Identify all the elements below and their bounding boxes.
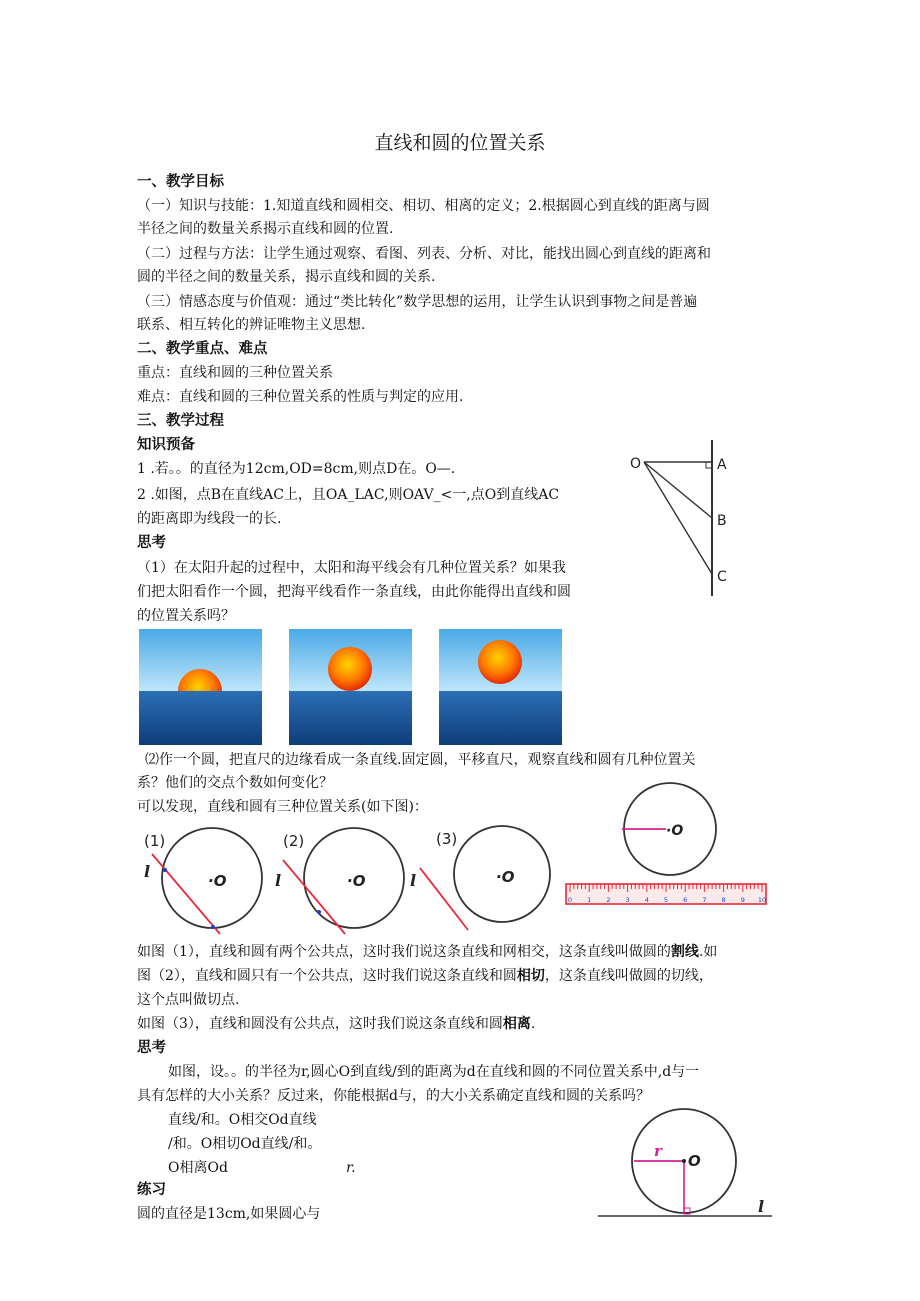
case-figure-2 [275,826,419,938]
section-heading-key-points: 二、教学重点、难点 [137,341,268,357]
objective-1-line-2: 半径之间的数量关系揭示直线和圆的位置. [137,221,394,237]
ruler-tick-label: 2 [606,896,611,904]
think-question-1-line-3: 的位置关系吗？ [137,608,235,624]
case-2-center-label: ·O [347,872,366,890]
case-2-number: (2) [283,832,305,850]
relation-intersect: 直线/和。O相交Od直线 [168,1112,317,1128]
subheading-practice: 练习 [137,1182,166,1198]
definition-separate: 如图（3），直线和圆没有公共点，这时我们说这条直线和圆相离. [137,1016,536,1032]
relation-tangent: /和。O相切Od直线/和。 [168,1136,322,1152]
objective-3-line-1: （三）情感态度与价值观：通过“类比转化”数学思想的运用，让学生认识到事物之间是普遍 [137,294,698,310]
objective-1-line-1: （一）知识与技能：1.知道直线和圆相交、相切、相离的定义；2.根据圆心到直线的距离与圆 [137,198,710,214]
bottom-center-label: O [688,1152,701,1170]
case-2-line-label: l [275,871,282,890]
case-figure-1 [140,826,280,938]
case-3-number: (3) [436,830,458,848]
subheading-think: 思考 [137,535,166,551]
ruler-tick-label: 9 [740,896,745,904]
ruler-tick-label: 5 [663,896,669,904]
think-question-2-line-2: 系？他们的交点个数如何变化？ [137,775,333,791]
objective-2-line-1: （二）过程与方法：让学生通过观察、看图、列表、分析、对比，能找出圆心到直线的距离和 [137,246,711,262]
think-2-line-2: 具有怎样的大小关系？反过来，你能根据d与，的大小关系确定直线和圆的关系吗？ [137,1088,650,1104]
key-point: 重点：直线和圆的三种位置关系 [137,365,333,381]
page-title: 直线和圆的位置关系 [374,132,546,154]
ruler-tick-label: 8 [721,896,726,904]
case-figure-3 [410,822,556,934]
objective-3-line-2: 联系、相互转化的辨证唯物主义思想. [137,317,366,333]
objective-2-line-2: 圆的半径之间的数量关系，揭示直线和圆的关系. [137,269,436,285]
sunrise-picture-2 [289,629,412,745]
radius-distance-figure [596,1110,776,1222]
subheading-think-2: 思考 [137,1040,166,1056]
prep-question-2-line-2: 的距离即为线段一的长. [137,511,282,527]
case-1-center-label: ·O [208,872,227,890]
perpendicular-figure [628,440,738,600]
label-B: B [717,513,727,529]
case-3-center-label: ·O [496,868,515,886]
sunrise-picture-1 [139,629,262,745]
prep-question-1: 1 .若。。的直径为12cm,OD=8cm,则点D在。O—. [137,461,456,477]
think-2-line-1: 如图，设。。的半径为r,圆心O到直线/到的距离为d在直线和圆的不同位置关系中,d与一 [168,1064,700,1080]
case-1-number: (1) [144,832,166,850]
radius-label: r [654,1142,662,1160]
relation-separate: O相离Od [168,1160,228,1176]
bottom-line-label: l [758,1197,765,1216]
difficult-point: 难点：直线和圆的三种位置关系的性质与判定的应用. [137,389,464,405]
label-O: O [630,456,642,472]
ruler-tick-label: 3 [625,896,630,904]
think-question-2-line-1: ⑵作一个圆，把直尺的边缘看成一条直线.固定圆，平移直尺，观察直线和圆有几种位置关 [145,752,696,768]
prep-question-2-line-1: 2 .如图，点B在直线AC上，且OA_LAC,则OAV_<一,点O到直线AC [137,487,560,503]
ruler-tick-label: 0 [567,896,573,904]
case-3-line-label: l [410,871,417,890]
finding-text: 可以发现，直线和圆有三种位置关系(如下图)： [137,799,428,815]
relation-separate-r: r. [346,1160,356,1176]
definition-intersect: 如图（1），直线和圆有两个公共点，这时我们说这条直线和网相交，这条直线叫做圆的割线.如 [137,944,718,960]
definition-tangent: 图（2），直线和圆只有一个公共点，这时我们说这条直线和圆相切，这条直线叫做圆的切线， [137,968,713,984]
label-A: A [717,457,727,473]
ruler-tick-label: 7 [702,896,707,904]
sunrise-picture-3 [439,629,562,745]
section-heading-objectives: 一、教学目标 [137,174,224,190]
section-heading-process: 三、教学过程 [137,413,224,429]
ruler-figure [562,783,772,909]
definition-tangent-point: 这个点叫做切点. [137,992,240,1008]
practice-question-1: 圆的直径是13cm,如果圆心与 [137,1206,321,1222]
ruler-center-label: ·O [666,823,684,839]
label-C: C [717,569,727,585]
ruler-tick-label: 10 [757,896,767,904]
think-question-1-line-1: （1）在太阳升起的过程中，太阳和海平线会有几种位置关系？如果我 [137,560,566,576]
ruler-tick-label: 1 [587,896,592,904]
case-1-line-label: l [144,862,151,881]
ruler-tick-label: 6 [683,896,688,904]
ruler-tick-label: 4 [644,896,649,904]
subheading-preparation: 知识预备 [137,437,195,453]
think-question-1-line-2: 们把太阳看作一个圆，把海平线看作一条直线，由此你能得出直线和圆 [137,584,571,600]
